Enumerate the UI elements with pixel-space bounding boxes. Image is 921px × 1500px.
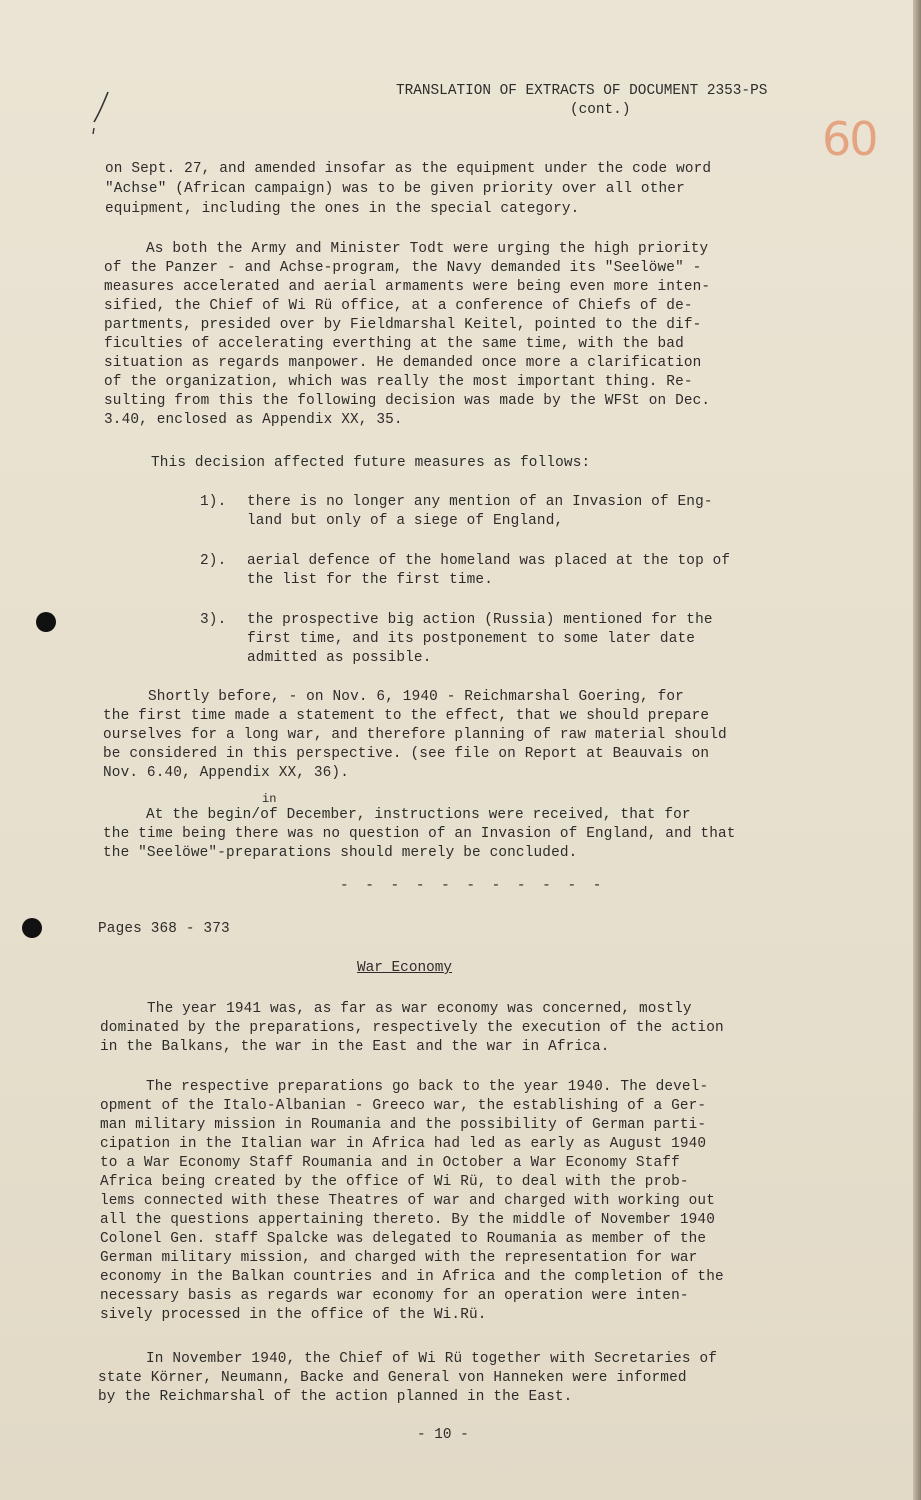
paragraph-line: 3.40, enclosed as Appendix XX, 35. [104, 412, 403, 428]
paragraph-line: sified, the Chief of Wi Rü office, at a conference of Chiefs of de- [104, 298, 693, 314]
header-title: TRANSLATION OF EXTRACTS OF DOCUMENT 2353-PS [396, 83, 768, 99]
list-item-line: first time, and its postponement to some later date [247, 631, 696, 647]
document-header [396, 82, 767, 120]
page-footer: - 10 - [417, 1427, 469, 1443]
paragraph-line: The year 1941 was, as far as war economy was concerned, mostly [147, 1001, 692, 1017]
paragraph-line: in the Balkans, the war in the East and the war in Africa. [100, 1039, 610, 1055]
paragraph-line: be considered in this perspective. (see file on Report at Beauvais on [103, 746, 710, 762]
paragraph-line: This decision affected future measures as follows: [151, 455, 591, 471]
list-number: 2). [200, 553, 227, 569]
paragraph-line: measures accelerated and aerial armaments were being even more inten- [104, 279, 711, 295]
list-item-line: admitted as possible. [247, 650, 432, 666]
list-number: 1). [200, 494, 227, 510]
paragraph-line: the time being there was no question of an Invasion of England, and that [103, 826, 736, 842]
paragraph-line: sulting from this the following decision was made by the WFSt on Dec. [104, 393, 711, 409]
paragraph-line: "Achse" (African campaign) was to be given priority over all other [105, 181, 685, 197]
paragraph-line: sively processed in the office of the Wi.Rü. [100, 1307, 487, 1323]
list-number: 3). [200, 612, 227, 628]
paragraph-line: necessary basis as regards war economy for an operation were inten- [100, 1288, 689, 1304]
paragraph-line: Nov. 6.40, Appendix XX, 36). [103, 765, 350, 781]
punch-hole [36, 612, 56, 632]
paragraph-line: Africa being created by the office of Wi Rü, to deal with the prob- [100, 1174, 689, 1190]
paragraph-line: man military mission in Roumania and the possibility of German parti- [100, 1117, 707, 1133]
paragraph-line: to a War Economy Staff Roumania and in October a War Economy Staff [100, 1155, 680, 1171]
paragraph-line: of the organization, which was really the most important thing. Re- [104, 374, 693, 390]
paragraph-line: equipment, including the ones in the special category. [105, 201, 580, 217]
paragraph-line: cipation in the Italian war in Africa had led as early as August 1940 [100, 1136, 707, 1152]
list-item-line: the list for the first time. [247, 572, 494, 588]
list-item-line: aerial defence of the homeland was placed at the top of [247, 553, 731, 569]
paragraph-line: by the Reichmarshal of the action planned in the East. [98, 1389, 573, 1405]
paragraph-line: the "Seelöwe"-preparations should merely be concluded. [103, 845, 578, 861]
paragraph-line: opment of the Italo-Albanian - Greeco war, the establishing of a Ger- [100, 1098, 707, 1114]
page-number-stamp: 60 [822, 112, 877, 166]
pen-mark-icon [90, 88, 112, 138]
paragraph-line: the first time made a statement to the effect, that we should prepare [103, 708, 710, 724]
paragraph-line: As both the Army and Minister Todt were urging the high priority [146, 241, 709, 257]
paragraph-line: lems connected with these Theatres of war and charged with working out [100, 1193, 716, 1209]
pages-reference: Pages 368 - 373 [98, 921, 230, 937]
list-item-line: there is no longer any mention of an Invasion of Eng- [247, 494, 713, 510]
paragraph-line: on Sept. 27, and amended insofar as the equipment under the code word [105, 161, 712, 177]
paragraph-line: At the begin/of December, instructions were received, that for [146, 807, 691, 823]
handwritten-insert: in [262, 792, 277, 806]
paragraph-line: The respective preparations go back to the year 1940. The devel- [146, 1079, 709, 1095]
paragraph-line: ficulties of accelerating everthing at the same time, with the bad [104, 336, 684, 352]
paragraph-line: situation as regards manpower. He demanded once more a clarification [104, 355, 702, 371]
section-separator: - - - - - - - - - - - [340, 878, 606, 894]
paragraph-line: state Körner, Neumann, Backe and General von Hanneken were informed [98, 1370, 687, 1386]
paragraph-line: In November 1940, the Chief of Wi Rü together with Secretaries of [146, 1351, 718, 1367]
list-item-line: the prospective big action (Russia) mentioned for the [247, 612, 713, 628]
paragraph-line: ourselves for a long war, and therefore planning of raw material should [103, 727, 727, 743]
paragraph-line: partments, presided over by Fieldmarshal Keitel, pointed to the dif- [104, 317, 702, 333]
paragraph-line: Colonel Gen. staff Spalcke was delegated to Roumania as member of the [100, 1231, 707, 1247]
header-cont: (cont.) [570, 102, 631, 118]
page-edge [913, 0, 921, 1500]
section-heading: War Economy [357, 960, 452, 976]
paragraph-line: economy in the Balkan countries and in Africa and the completion of the [100, 1269, 724, 1285]
paragraph-line: all the questions appertaining thereto. By the middle of November 1940 [100, 1212, 716, 1228]
paragraph-line: Shortly before, - on Nov. 6, 1940 - Reichmarshal Goering, for [148, 689, 684, 705]
punch-hole [22, 918, 42, 938]
paragraph-line: of the Panzer - and Achse-program, the Navy demanded its "Seelöwe" - [104, 260, 702, 276]
paragraph-line: German military mission, and charged with the representation for war [100, 1250, 698, 1266]
paragraph-line: dominated by the preparations, respectively the execution of the action [100, 1020, 724, 1036]
list-item-line: land but only of a siege of England, [247, 513, 564, 529]
